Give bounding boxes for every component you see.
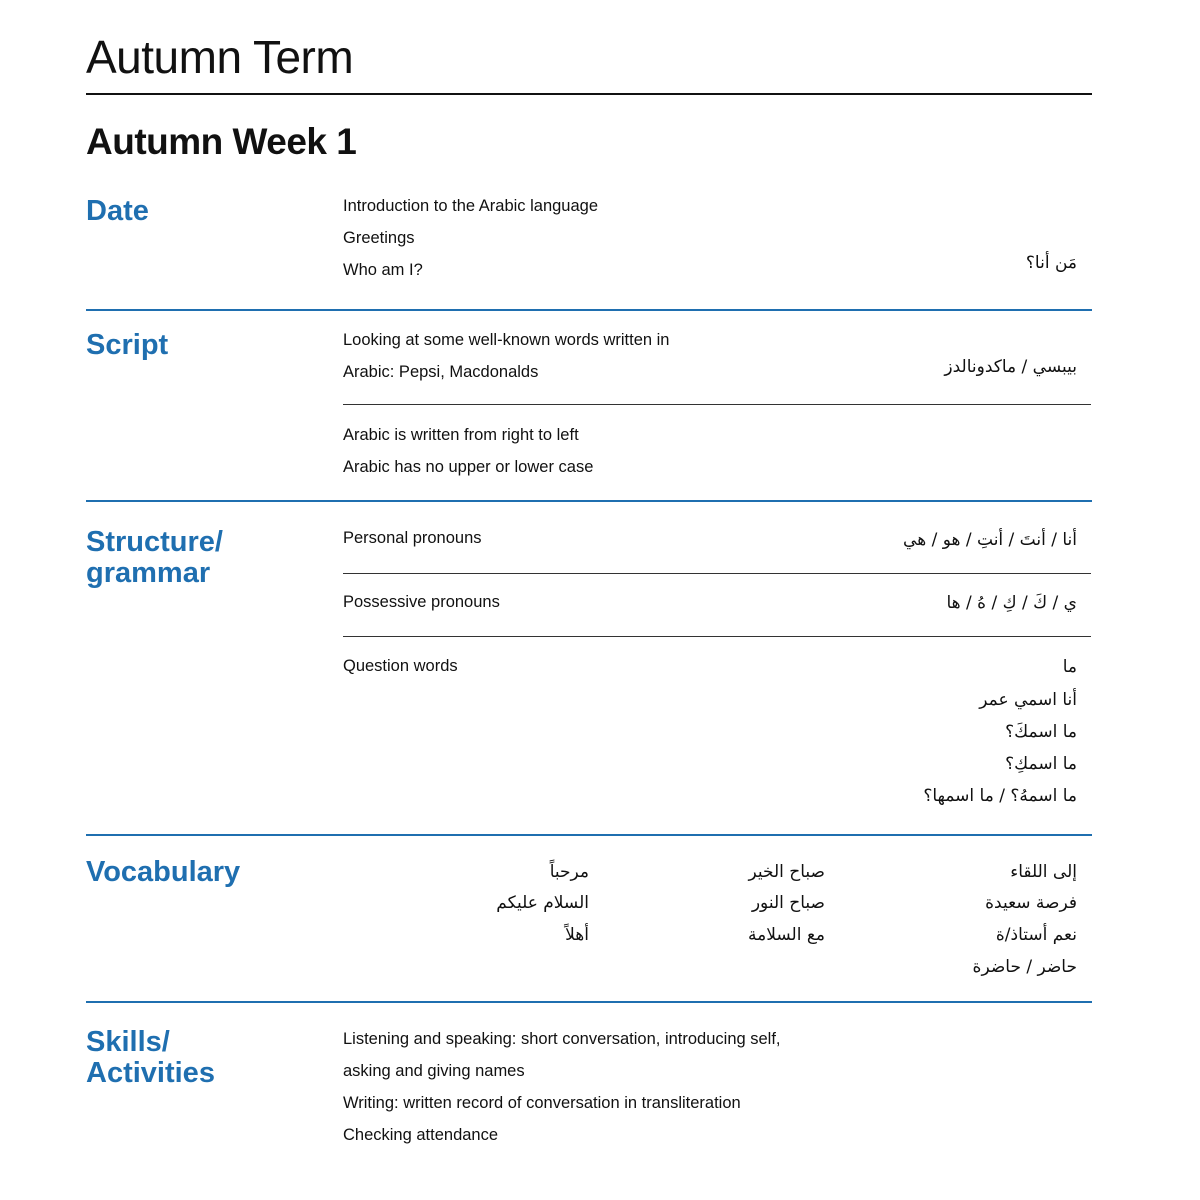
date-line-2: Greetings: [343, 229, 415, 247]
page-title: Autumn Term: [86, 31, 354, 83]
skills-line-1: Listening and speaking: short conversation, introducing self,: [343, 1030, 781, 1048]
vocab-col3-item: أهلاً: [565, 925, 589, 945]
script-line-1: Looking at some well-known words written in: [343, 331, 670, 349]
date-line-3: Who am I?: [343, 261, 423, 279]
question-arabic-5: ما اسمهُ؟ / ما اسمها؟: [923, 786, 1077, 806]
vocab-col1-item: حاضر / حاضرة: [972, 957, 1077, 977]
vocab-col2-item: صباح النور: [751, 893, 825, 913]
section-label-structure: [86, 527, 223, 589]
possessive-pronouns-label: Possessive pronouns: [343, 593, 500, 611]
section-label-vocabulary: Vocabulary: [86, 856, 241, 888]
skills-label-line-2: Activities: [86, 1057, 215, 1089]
structure-label-line-1: Structure/: [86, 526, 223, 558]
date-line-1: Introduction to the Arabic language: [343, 197, 599, 215]
script-line-3: Arabic is written from right to left: [343, 426, 579, 444]
question-arabic-1: ما: [1062, 657, 1077, 677]
vocab-col3-item: السلام عليكم: [496, 893, 589, 913]
section-divider: [86, 834, 1092, 836]
script-line-2: Arabic: Pepsi, Macdonalds: [343, 363, 539, 381]
subsection-divider: [343, 636, 1091, 637]
section-label-script: Script: [86, 329, 169, 361]
skills-line-4: Checking attendance: [343, 1126, 499, 1144]
section-divider: [86, 309, 1092, 311]
section-divider: [86, 1001, 1092, 1003]
skills-line-2: asking and giving names: [343, 1062, 525, 1080]
vocab-col1-item: إلى اللقاء: [1010, 862, 1077, 882]
subsection-divider: [343, 573, 1091, 574]
subsection-divider: [343, 404, 1091, 405]
vocab-col2-item: صباح الخير: [748, 862, 825, 882]
vocab-col3-item: مرحباً: [549, 862, 589, 882]
section-divider: [86, 500, 1092, 502]
section-label-date: Date: [86, 195, 149, 227]
week-title: Autumn Week 1: [86, 121, 357, 162]
question-words-label: Question words: [343, 657, 458, 675]
vocab-col1-item: نعم أستاذ/ة: [995, 925, 1077, 945]
question-arabic-3: ما اسمكَ؟: [1005, 722, 1077, 742]
date-arabic: مَن أنا؟: [1025, 253, 1077, 273]
skills-label-line-1: Skills/: [86, 1026, 170, 1058]
script-arabic: بيبسي / ماكدونالدز: [944, 357, 1077, 377]
possessive-pronouns-arabic: ي / كَ / كِ / هُ / ها: [946, 593, 1077, 613]
question-arabic-2: أنا اسمي عمر: [979, 690, 1077, 710]
personal-pronouns-arabic: أنا / أنتَ / أنتِ / هو / هي: [903, 530, 1077, 550]
personal-pronouns-label: Personal pronouns: [343, 529, 482, 547]
question-arabic-4: ما اسمكِ؟: [1005, 754, 1077, 774]
section-label-skills: [86, 1027, 215, 1089]
skills-line-3: Writing: written record of conversation in transliteration: [343, 1094, 741, 1112]
title-divider: [86, 93, 1092, 95]
structure-label-line-2: grammar: [86, 557, 211, 589]
vocab-col1-item: فرصة سعيدة: [985, 893, 1077, 913]
script-line-4: Arabic has no upper or lower case: [343, 458, 594, 476]
vocab-col2-item: مع السلامة: [748, 925, 825, 945]
